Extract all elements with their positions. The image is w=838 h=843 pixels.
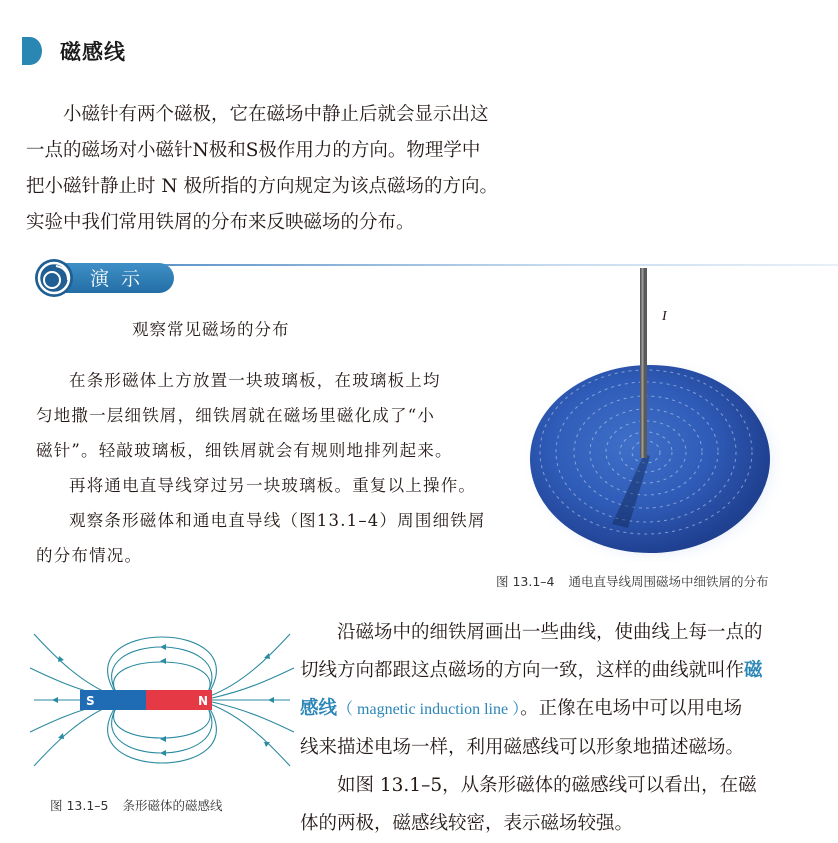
south-pole-label: S <box>86 694 95 708</box>
demo-line: 观察条形磁体和通电直导线（图13.1–4）周围细铁屑 <box>69 511 486 530</box>
section-marker-icon <box>20 37 44 65</box>
definition-line: 如图 13.1–5，从条形磁体的磁感线可以看出，在磁 <box>337 775 757 796</box>
demo-heading: 观察常见磁场的分布 <box>132 320 290 339</box>
term-magnetic-line-part1: 磁 <box>744 660 763 681</box>
intro-line: 一点的磁场对小磁针N极和S极作用力的方向。物理学中 <box>26 140 481 161</box>
figure-4-caption <box>496 572 769 590</box>
figure-4-number: 图 13.1–4 <box>496 574 555 589</box>
figure-5-text: 条形磁体的磁感线 <box>122 798 223 813</box>
demo-label: 演示 <box>90 268 153 290</box>
demo-line: 再将通电直导线穿过另一块玻璃板。重复以上操作。 <box>69 476 477 495</box>
definition-line: 体的两极，磁感线较密，表示磁场较强。 <box>300 813 634 834</box>
demo-line: 在条形磁体上方放置一块玻璃板，在玻璃板上均 <box>69 371 441 390</box>
section-title: 磁感线 <box>60 40 126 64</box>
definition-line: 切线方向都跟这点磁场的方向一致，这样的曲线就叫作磁 <box>300 660 763 681</box>
figure-4-text: 通电直导线周围磁场中细铁屑的分布 <box>568 574 769 589</box>
definition-line: 感线（ magnetic induction line ）。正像在电场中可以用电场 <box>300 698 743 719</box>
intro-line: 小磁针有两个磁极，它在磁场中静止后就会显示出这 <box>63 104 489 125</box>
demo-line: 的分布情况。 <box>36 546 143 565</box>
figure-wire-iron-filings <box>516 262 816 562</box>
figure-5-number: 图 13.1–5 <box>50 798 109 813</box>
definition-line: 沿磁场中的细铁屑画出一些曲线，使曲线上每一点的 <box>337 622 763 643</box>
intro-line: 实验中我们常用铁屑的分布来反映磁场的分布。 <box>26 212 415 233</box>
demo-line: 匀地撒一层细铁屑，细铁屑就在磁场里磁化成了“小 <box>36 406 436 425</box>
demo-line: 磁针”。轻敲玻璃板，细铁屑就会有规则地排列起来。 <box>36 441 453 460</box>
demo-body <box>36 363 496 573</box>
north-pole-label: N <box>198 694 209 708</box>
intro-paragraph <box>26 97 546 241</box>
definition-line: 线来描述电场一样，利用磁感线可以形象地描述磁场。 <box>300 737 745 758</box>
term-english: （ magnetic induction line ） <box>337 701 521 718</box>
intro-line: 把小磁针静止时 N 极所指的方向规定为该点磁场的方向。 <box>26 176 498 197</box>
definition-paragraph <box>300 614 816 843</box>
figure-bar-magnet-field-lines <box>28 628 296 788</box>
term-magnetic-line-part2: 感线 <box>300 698 338 719</box>
figure-5-caption <box>50 796 223 814</box>
current-label: I <box>662 309 667 324</box>
